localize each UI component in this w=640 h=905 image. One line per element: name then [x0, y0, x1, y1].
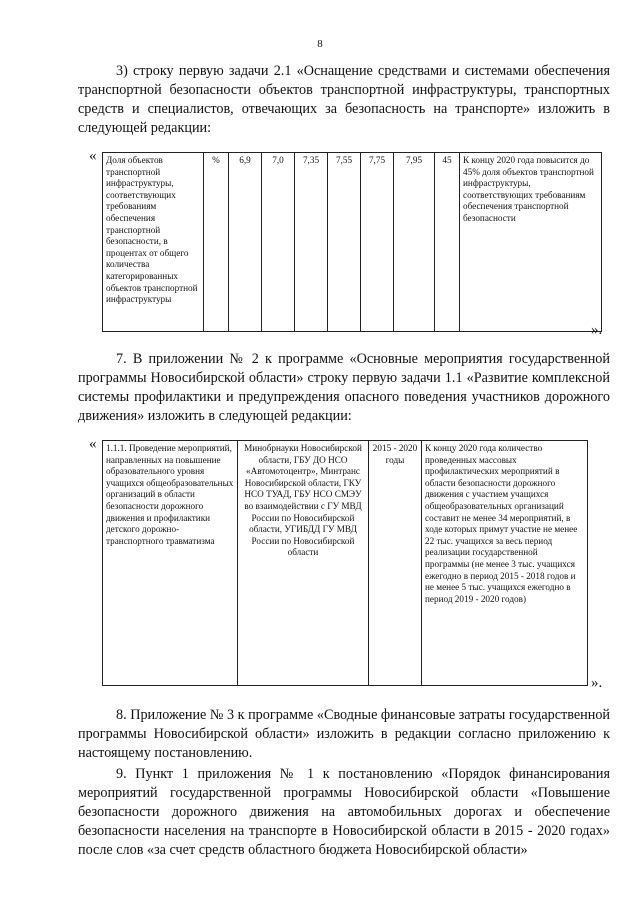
- table-row: [103, 153, 602, 332]
- quote-close-1: ».: [591, 322, 603, 338]
- value-cell: 7,0: [262, 153, 295, 332]
- value-cell: 7,35: [295, 153, 328, 332]
- quote-open-2: «: [89, 436, 97, 452]
- period-cell: 2015 - 2020 годы: [369, 441, 422, 686]
- paragraph-8: 8. Приложение № 3 к программе «Сводные финансовые затраты государственной программы Новосибирской области» изложить в редакции согласно приложению к настоящему постановлению.: [78, 707, 610, 761]
- value-cell: 7,95: [394, 153, 435, 332]
- quote-open-1: «: [89, 148, 97, 164]
- paragraph-7: 7. В приложении № 2 к программе «Основные мероприятия государственной программы Новосибирской области» строку первую задачи 1.1 «Развитие комплексной системы профилактики и предупреждения опасного поведения участников дорожного движения» изложить в следующей редакции:: [78, 351, 610, 424]
- indicator-name-cell: Доля объектов транспортной инфраструктуры, соответствующих требованиям обеспечения транспортной безопасности, в процентах от общего количества категорированных объектов транспортной инфраструктуры: [103, 153, 204, 332]
- value-cell: 7,75: [361, 153, 394, 332]
- activity-cell: 1.1.1. Проведение мероприятий, направленных на повышение образовательного уровня учащихся общеобразовательных организаций в области безопасности дорожного движения и профилактики детского дорожно-транспортного травматизма: [103, 441, 238, 686]
- executors-cell: Минобрнауки Новосибирской области, ГБУ ДО НСО «Автомотоцентр», Минтранс Новосибирской области, ГКУ НСО ТУАД, ГБУ НСО СМЭУ во взаимодействии с ГУ МВД России по Новосибирской области, УГИБДД ГУ МВД России по Новосибирской области: [238, 441, 369, 686]
- note-cell: К концу 2020 года повысится до 45% доля объектов транспортной инфраструктуры, соответствующих требованиям обеспечения транспортной безопасности: [460, 153, 602, 332]
- paragraph-3: 3) строку первую задачи 2.1 «Оснащение средствами и системами обеспечения транспортной безопасности объектов транспортной инфраструктуры, транспортных средств и специалистов, отвечающих за безопасность на транспорте» изложить в следующей редакции:: [78, 63, 610, 136]
- table-row: [103, 441, 588, 686]
- unit-cell: %: [204, 153, 229, 332]
- table-task-2-1: [102, 152, 602, 332]
- table-task-1-1: [102, 440, 588, 686]
- value-cell: 6,9: [229, 153, 262, 332]
- page-number: 8: [317, 38, 323, 50]
- quote-close-2: ».: [591, 675, 603, 691]
- value-cell: 7,55: [328, 153, 361, 332]
- paragraph-9: 9. Пункт 1 приложения № 1 к постановлению «Порядок финансирования мероприятий государственной программы Новосибирской области «Повышение безопасности дорожного движения на автомобильных дорогах и обеспечение безопасности населения на транспорте в Новосибирской области в 2015 - 2020 годах» после слов «за счет средств областного бюджета Новосибирской области»: [78, 766, 610, 858]
- result-cell: К концу 2020 года количество проведенных массовых профилактических мероприятий в области безопасности дорожного движения с участием учащихся общеобразовательных организаций составит не менее 34 мероприятий, в ходе которых примут участие не менее 22 тыс. учащихся за весь период реализации государственной программы (не менее 3 тыс. учащихся ежегодно в период 2015 - 2018 годов и не менее 5 тыс. учащихся ежегодно в период 2019 - 2020 годов): [422, 441, 588, 686]
- value-cell: 45: [435, 153, 460, 332]
